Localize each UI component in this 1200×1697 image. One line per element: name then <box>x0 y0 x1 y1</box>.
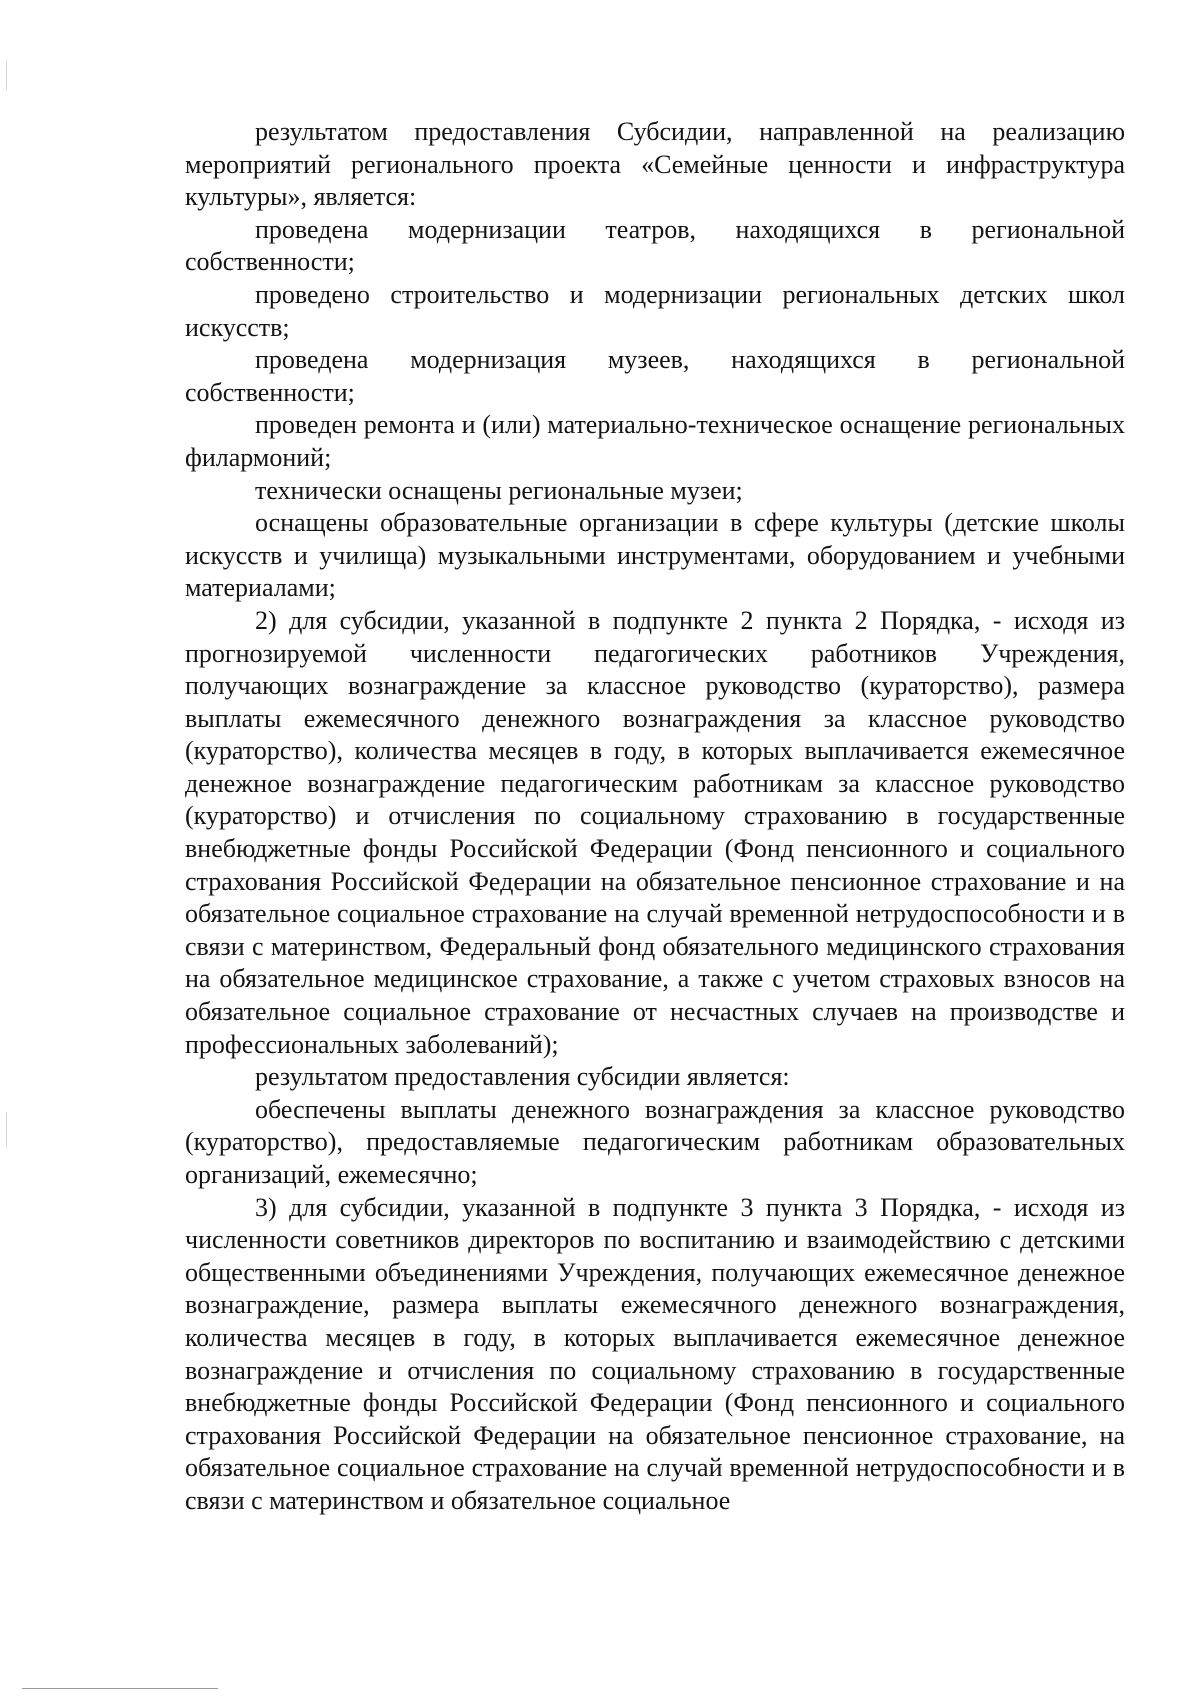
paragraph-philharmonics: проведен ремонта и (или) материально-техническое оснащение региональных филармоний; <box>185 410 1125 472</box>
document-body <box>185 116 1125 1518</box>
paragraph-museums-modernization: проведена модернизация музеев, находящихся в региональной собственности; <box>185 345 1125 407</box>
paragraph-art-schools: проведено строительство и модернизации региональных детских школ искусств; <box>185 279 1125 342</box>
scan-edge-mark <box>6 60 7 90</box>
bottom-rule <box>22 1688 218 1689</box>
paragraph-subsidy-2: 2) для субсидии, указанной в подпункте 2 пункта 2 Порядка, - исходя из прогнозируемой численности педагогических работников Учреждения, получающих вознаграждение за классное руководство (кураторство), размера выплаты ежемесячного денежного вознаграждения за классное руководство (кураторство), количества месяцев в году, в которых выплачивается ежемесячное денежное вознаграждение педагогическим работникам за классное руководство (кураторство) и отчисления по социальному страхованию в государственные внебюджетные фонды Российской Федерации (Фонд пенсионного и социального страхования Российской Федерации на обязательное пенсионное страхование и на обязательное социальное страхование на случай временной нетрудоспособности и в связи с материнством, Федеральный фонд обязательного медицинского страхования на обязательное медицинское страхование, а также с учетом страховых взносов на обязательное социальное страхование от несчастных случаев на производстве и профессиональных заболеваний); <box>185 605 1125 1059</box>
paragraph-result-intro: результатом предоставления Субсидии, направленной на реализацию мероприятий регионального проекта «Семейные ценности и инфраструктура культуры», является: <box>185 117 1125 212</box>
paragraph-result-2: результатом предоставления субсидии является: <box>255 1062 790 1092</box>
paragraph-subsidy-3: 3) для субсидии, указанной в подпункте 3 пункта 3 Порядка, - исходя из численности советников директоров по воспитанию и взаимодействию с детскими общественными объединениями Учреждения, получающих ежемесячное денежное вознаграждение, размера выплаты ежемесячного денежного вознаграждения, количества месяцев в году, в которых выплачивается ежемесячное денежное вознаграждение и отчисления по социальному страхованию в государственные внебюджетные фонды Российской Федерации (Фонд пенсионного и социального страхования Российской Федерации на обязательное пенсионное страхование, на обязательное социальное страхование на случай временной нетрудоспособности и в связи с материнством и обязательное социальное <box>185 1192 1125 1515</box>
paragraph-payments: обеспечены выплаты денежного вознаграждения за классное руководство (кураторство), предоставляемые педагогическим работникам образовательных организаций, ежемесячно; <box>185 1094 1125 1189</box>
paragraph-museums-equipment: технически оснащены региональные музеи; <box>255 475 743 505</box>
paragraph-theaters: проведена модернизации театров, находящихся в региональной собственности; <box>185 214 1125 277</box>
paragraph-educational-organizations: оснащены образовательные организации в сфере культуры (детские школы искусств и училища) музыкальными инструментами, оборудованием и учебными материалами; <box>185 508 1125 603</box>
scan-edge-mark <box>6 1112 7 1148</box>
